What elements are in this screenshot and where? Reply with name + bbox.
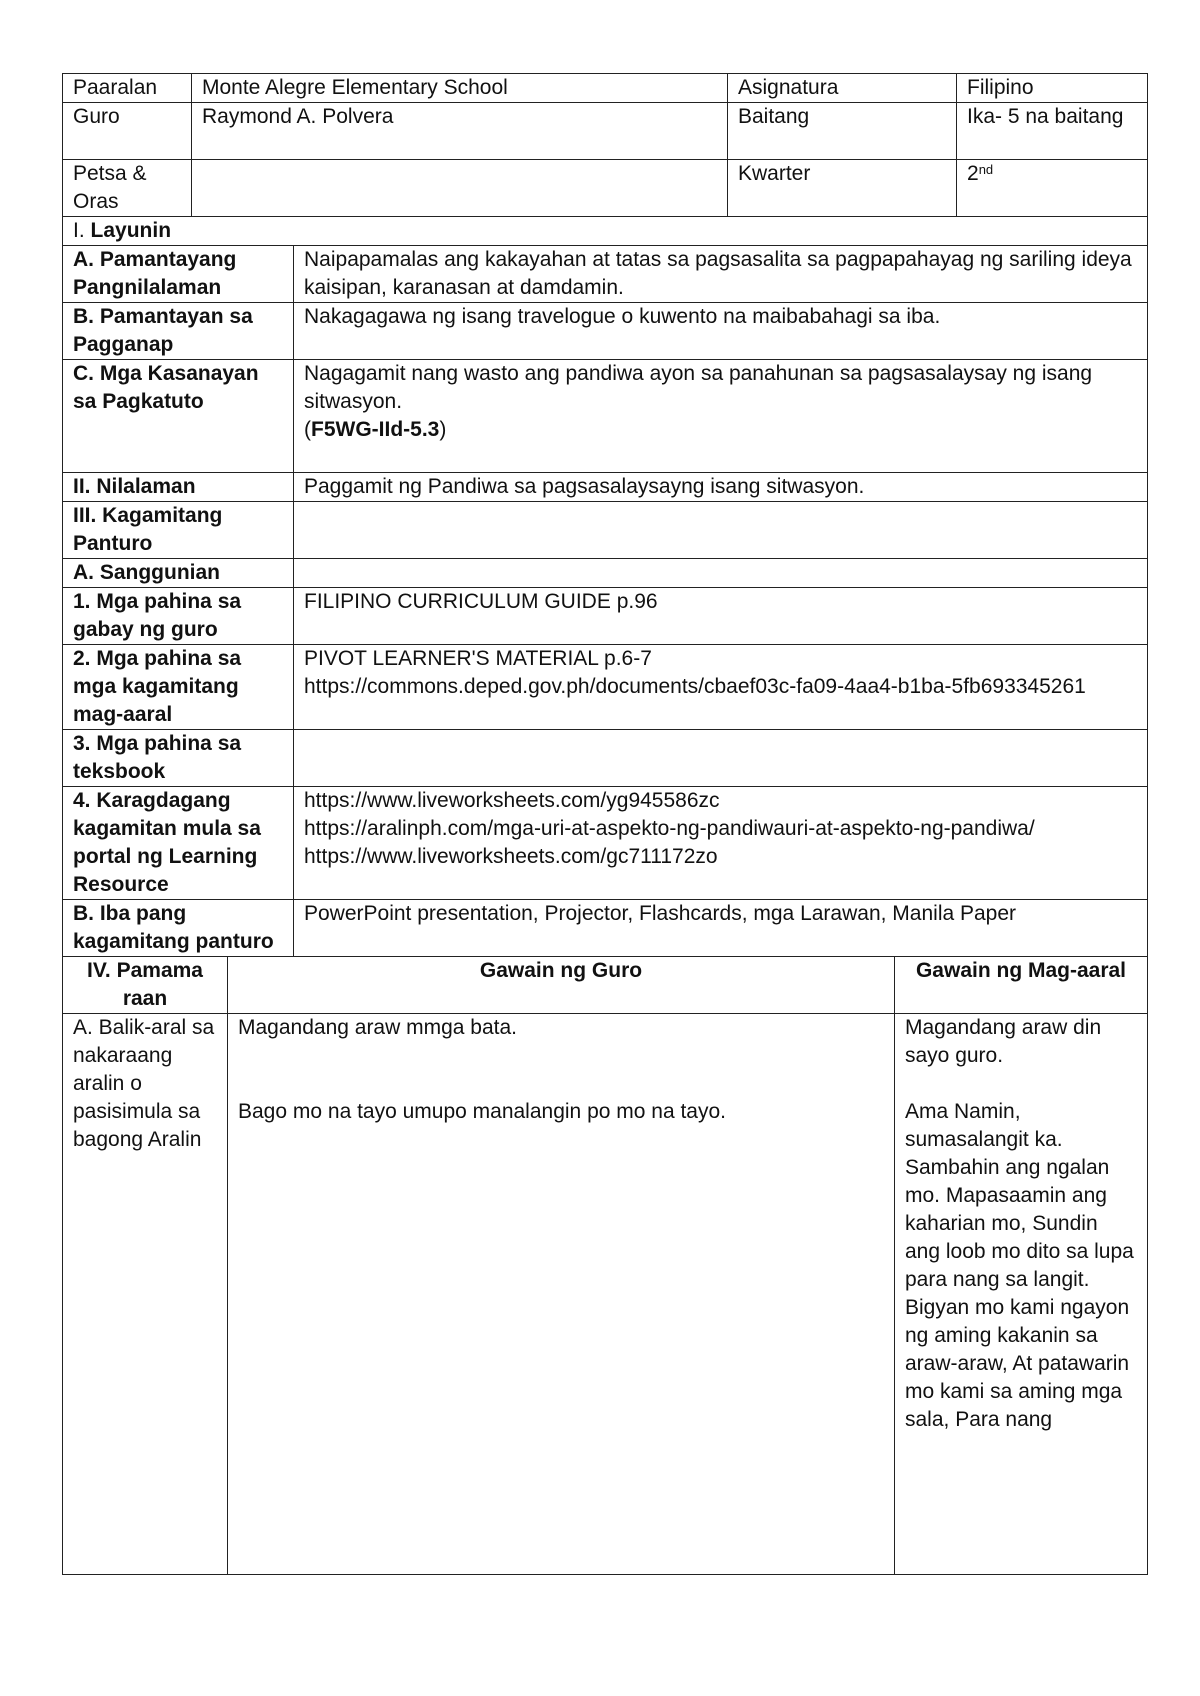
lr-portal-value: https://www.liveworksheets.com/yg945586zc https://aralinph.com/mga-uri-at-aspekto-ng-pandiwauri-at-aspekto-ng-pandiwa/ https://www.liveworksheets.com/gc711172zo: [294, 787, 1148, 900]
materials-heading-empty: [294, 502, 1148, 559]
teacher-value: Raymond A. Polvera: [192, 103, 728, 160]
student-activity: Magandang araw din sayo guro. Ama Namin, sumasalangit ka. Sambahin ang ngalan mo. Mapasaamin ang kaharian mo, Sundin ang loob mo dito sa lupa para nang sa langit. Bigyan mo kami ngayon ng aming kakanin sa araw-araw, At patawarin mo kami sa aming mga sala, Para nang: [895, 1014, 1148, 1575]
school-label: Paaralan: [63, 74, 192, 103]
teacher-guide-label: 1. Mga pahina sa gabay ng guro: [63, 588, 294, 645]
grade-label: Baitang: [728, 103, 957, 160]
quarter-suffix: nd: [978, 162, 994, 177]
teacher-row: [63, 103, 1148, 160]
textbook-value: [294, 730, 1148, 787]
performance-standard-row: [63, 303, 1148, 360]
lr-portal-label: 4. Karagdagang kagamitan mula sa portal ng Learning Resource: [63, 787, 294, 900]
subject-value: Filipino: [957, 74, 1148, 103]
procedure-col-heading: IV. Pamama raan: [63, 957, 228, 1014]
procedure-table: [62, 957, 1148, 1575]
content-standard-label: A. Pamantayang Pangnilalaman: [63, 246, 294, 303]
competency-label: C. Mga Kasanayan sa Pagkatuto: [63, 360, 294, 473]
grade-value: Ika- 5 na baitang: [957, 103, 1148, 160]
references-row: [63, 559, 1148, 588]
date-value: [192, 160, 728, 217]
teacher-guide-row: [63, 588, 1148, 645]
quarter-value: [957, 160, 1148, 217]
competency-code: F5WG-IId-5.3: [311, 418, 440, 441]
references-empty: [294, 559, 1148, 588]
procedure-step-row: [63, 1014, 1148, 1575]
lesson-plan-page: [62, 73, 1147, 1575]
header-table: [62, 73, 1148, 217]
content-value: Paggamit ng Pandiwa sa pagsasalaysayng isang sitwasyon.: [294, 473, 1148, 502]
school-value: Monte Alegre Elementary School: [192, 74, 728, 103]
content-standard-row: [63, 246, 1148, 303]
other-materials-value: PowerPoint presentation, Projector, Flashcards, mga Larawan, Manila Paper: [294, 900, 1148, 957]
materials-heading: III. Kagamitang Panturo: [63, 502, 294, 559]
objectives-heading: [63, 217, 1148, 246]
textbook-row: [63, 730, 1148, 787]
procedure-header-row: [63, 957, 1148, 1014]
learner-material-row: [63, 645, 1148, 730]
teacher-activity: Magandang araw mmga bata. Bago mo na tayo umupo manalangin po mo na tayo.: [228, 1014, 895, 1575]
objectives-heading-prefix: I.: [73, 219, 91, 242]
procedure-step: A. Balik-aral sa nakaraang aralin o pasisimula sa bagong Aralin: [63, 1014, 228, 1575]
date-label: Petsa & Oras: [63, 160, 192, 217]
performance-standard-value: Nakagagawa ng isang travelogue o kuwento na maibabahagi sa iba.: [294, 303, 1148, 360]
content-row: [63, 473, 1148, 502]
content-standard-value: Naipapamalas ang kakayahan at tatas sa pagsasalita sa pagpapahayag ng sariling ideya kaisipan, karanasan at damdamin.: [294, 246, 1148, 303]
other-materials-label: B. Iba pang kagamitang panturo: [63, 900, 294, 957]
lr-portal-row: [63, 787, 1148, 900]
teacher-label: Guro: [63, 103, 192, 160]
quarter-label: Kwarter: [728, 160, 957, 217]
teacher-guide-value: FILIPINO CURRICULUM GUIDE p.96: [294, 588, 1148, 645]
competency-row: [63, 360, 1148, 473]
content-label: II. Nilalaman: [63, 473, 294, 502]
references-label: A. Sanggunian: [63, 559, 294, 588]
competency-open: (: [304, 418, 311, 441]
objectives-heading-title: Layunin: [90, 219, 172, 242]
performance-standard-label: B. Pamantayan sa Pagganap: [63, 303, 294, 360]
competency-text: Nagagamit nang wasto ang pandiwa ayon sa panahunan sa pagsasalaysay ng isang sitwasyon.: [304, 362, 1093, 413]
quarter-number: 2: [967, 162, 979, 185]
learner-material-value: PIVOT LEARNER'S MATERIAL p.6-7 https://commons.deped.gov.ph/documents/cbaef03c-fa09-4aa4-b1ba-5fb693345261: [294, 645, 1148, 730]
materials-heading-row: [63, 502, 1148, 559]
school-row: [63, 74, 1148, 103]
student-activity-heading: Gawain ng Mag-aaral: [895, 957, 1148, 1014]
teacher-activity-heading: Gawain ng Guro: [228, 957, 895, 1014]
subject-label: Asignatura: [728, 74, 957, 103]
objectives-table: [62, 217, 1148, 957]
learner-material-label: 2. Mga pahina sa mga kagamitang mag-aaral: [63, 645, 294, 730]
competency-close: ): [439, 418, 447, 441]
date-row: [63, 160, 1148, 217]
other-materials-row: [63, 900, 1148, 957]
objectives-heading-row: [63, 217, 1148, 246]
competency-value: [294, 360, 1148, 473]
textbook-label: 3. Mga pahina sa teksbook: [63, 730, 294, 787]
